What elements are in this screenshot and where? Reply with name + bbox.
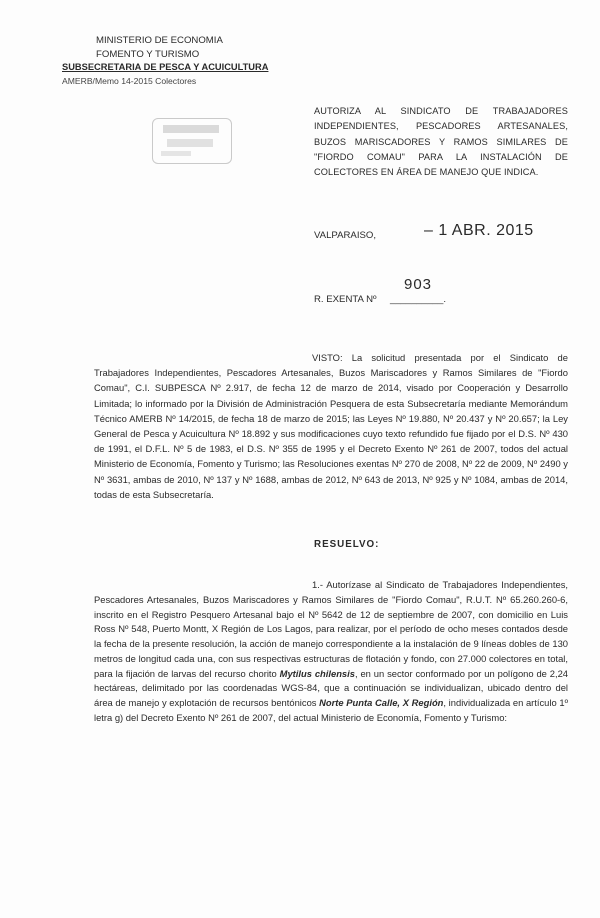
ministry-subtitle: FOMENTO Y TURISMO	[96, 48, 200, 60]
exenta-label: R. EXENTA Nº	[314, 294, 377, 305]
visto-paragraph: VISTO: La solicitud presentada por el Sindicato de Trabajadores Independientes, Pescadores Artesanales, Buzos Mariscadores y Ramos Similares de "Fiordo Comau", C.I. SUBPESCA Nº 2.917, de fecha 12 de marzo de 2014, visado por Cooperación y Desarrollo Limitada; lo informado por la División de Administración Pesquera de esta Subsecretaría mediante Memorándum Técnico AMERB Nº 14/2015, de fecha 18 de marzo de 2015; las Leyes Nº 19.880, Nº 20.437 y Nº 20.657; la Ley General de Pesca y Acuicultura Nº 18.892 y sus modificaciones cuyo texto refundido fue fijado por el D.S. Nº 430 de 1991, el D.F.L. Nº 5 de 1983, el D.S. Nº 355 de 1995 y el Decreto Exento Nº 261 de 2007, todos del actual Ministerio de Economía, Fomento y Turismo; las Resoluciones exentas Nº 270 de 2008, Nº 22 de 2009, Nº 2490 y Nº 3631, ambas de 2010, Nº 137 y Nº 1688, ambas de 2012, Nº 643 de 2013, Nº 925 y Nº 1084, ambas de 2014, todas de esta Subsecretaría.	[94, 352, 568, 500]
faded-stamp	[152, 118, 232, 164]
exenta-blank: __________.	[390, 294, 447, 305]
article-1-text-a: 1.- Autorízase al Sindicato de Trabajadores Independientes, Pescadores Artesanales, Buzos Mariscadores y Ramos Similares de "Fiordo Comau", R.U.T. Nº 65.260.260-6, inscrito en el Registro Pesquero Artesanal bajo el Nº 5642 de 12 de septiembre de 2007, con domicilio en Luis Ross Nº 548, Puerto Montt, X Región de Los Lagos, para realizar, por el período de ocho meses contados desde la fecha de la presente resolución, la acción de manejo correspondiente a la instalación de 9 líneas dobles de 130 metros de longitud cada una, con sus respectivas estructuras de flotación y fondo, con 27.000 colectores en total, para la fijación de larvas del recurso chorito	[94, 579, 568, 679]
exenta-number: 903	[404, 276, 433, 293]
stamped-date: – 1 ABR. 2015	[424, 222, 534, 239]
article-1-text-c: , individualizada en artículo 1º letra g) del Decreto Exento Nº 261 de 2007, del actual Ministerio de Economía, Fomento y Turismo:	[94, 697, 569, 723]
place: VALPARAISO,	[314, 230, 377, 241]
article-1-text-b: , en un sector conformado por un polígono de 2,24 hectáreas, delimitado por las coordenadas WGS-84, que a continuación se individualizan, ubicado dentro del área de manejo y explotación de recursos bentónicos	[94, 667, 569, 708]
letterhead	[62, 34, 269, 88]
resolution-title: AUTORIZA AL SINDICATO DE TRABAJADORES INDEPENDIENTES, PESCADORES ARTESANALES, BUZOS MARISCADORES Y RAMOS SIMILARES DE "FIORDO COMAU" PARA LA INSTALACIÓN DE COLECTORES EN ÁREA DE MANEJO QUE INDICA.	[314, 106, 568, 178]
resuelvo-heading: RESUELVO:	[314, 539, 380, 550]
area-name: Norte Punta Calle, X Región	[319, 697, 444, 708]
article-1-paragraph	[94, 578, 568, 726]
subsecretary-name: SUBSECRETARIA DE PESCA Y ACUICULTURA	[62, 62, 269, 72]
memo-reference: AMERB/Memo 14-2015 Colectores	[62, 75, 197, 86]
species-name: Mytilus chilensis	[279, 667, 355, 679]
ministry-name: MINISTERIO DE ECONOMIA	[96, 35, 223, 46]
